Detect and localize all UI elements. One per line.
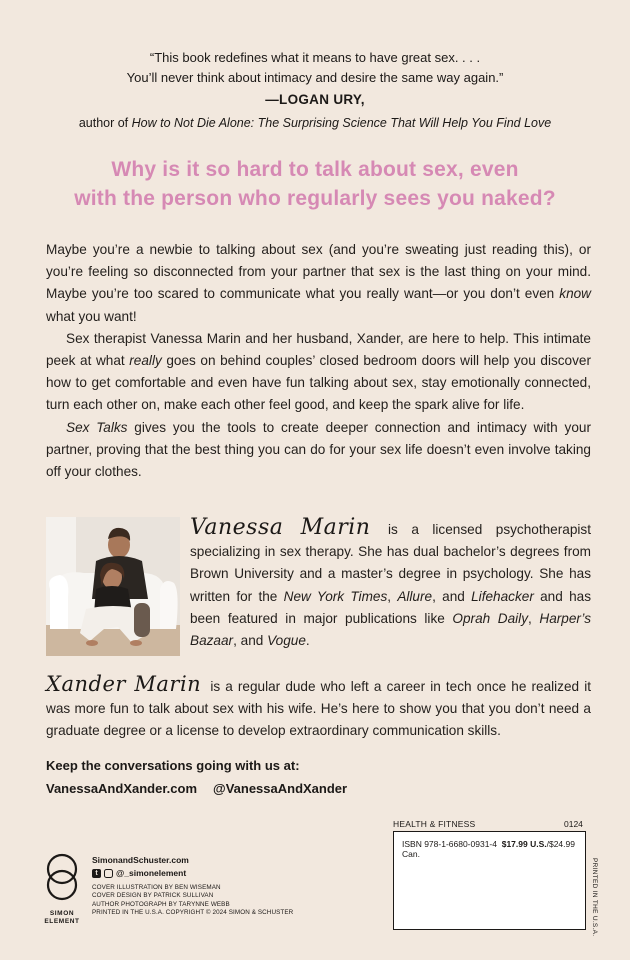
description-paragraph-3 bbox=[46, 417, 591, 484]
headline bbox=[0, 155, 630, 213]
bio-text: , bbox=[528, 610, 540, 626]
publication-name: Oprah Daily bbox=[452, 610, 528, 626]
publication-name: Harper’s Bazaar bbox=[190, 610, 592, 649]
description bbox=[46, 239, 591, 483]
bio-text: , bbox=[387, 588, 398, 604]
publication-name: New York Times bbox=[283, 588, 388, 604]
author-photo bbox=[46, 517, 180, 656]
p1-text: Maybe you’re a newbie to talking about sex (and you’re sweating just reading this), or you’re feeling so disconnected from your partner that sex is the last thing on your mind. Maybe you’re too scared to communicate what you really want—or you don’t even bbox=[46, 242, 591, 302]
credit-line: COVER ILLUSTRATION BY BEN WISEMAN bbox=[92, 884, 221, 891]
affiliation-prefix: author of bbox=[78, 116, 132, 130]
simon-element-logo-icon bbox=[44, 853, 80, 905]
bio-text: , and bbox=[233, 633, 268, 649]
logo-wordmark bbox=[44, 910, 80, 926]
bio-text: and has been featured in major publications like bbox=[190, 588, 592, 626]
affiliation-book-title: How to Not Die Alone: The Surprising Science That Will Help You Find Love bbox=[131, 116, 552, 130]
blurb-line-1: “This book redefines what it means to have great sex. . . . bbox=[149, 50, 481, 65]
p1-emphasis: know bbox=[559, 286, 591, 302]
publisher-url[interactable]: SimonandSchuster.com bbox=[92, 855, 189, 865]
publication-name: Vogue bbox=[267, 633, 306, 649]
isbn-price-line bbox=[402, 839, 585, 859]
credits bbox=[92, 884, 293, 918]
twitter-icon[interactable]: t bbox=[92, 869, 101, 878]
price-us: $17.99 U.S. bbox=[501, 839, 547, 849]
bio-vanessa bbox=[190, 517, 591, 652]
p2-emphasis: really bbox=[129, 353, 162, 369]
vanessa-signature: Vanessa Marin bbox=[190, 515, 371, 540]
description-paragraph-1 bbox=[46, 239, 591, 328]
bio-text: . bbox=[305, 633, 310, 649]
credit-line: AUTHOR PHOTOGRAPH BY TARYNNE WEBB bbox=[92, 900, 230, 908]
p1-text-end: what you want! bbox=[46, 308, 137, 324]
blurb-line-2: You’ll never think about intimacy and desire the same way again.” bbox=[126, 70, 504, 85]
publisher-logo bbox=[44, 853, 80, 923]
credit-line: PRINTED IN THE U.S.A. COPYRIGHT © 2024 SIMON & SCHUSTER bbox=[92, 909, 294, 917]
author-photo-illustration bbox=[46, 517, 180, 656]
credit-line: COVER DESIGN BY PATRICK SULLIVAN bbox=[92, 892, 214, 900]
barcode-code: 0124 bbox=[564, 819, 583, 829]
book-category: HEALTH & FITNESS bbox=[393, 819, 476, 829]
social-handle[interactable]: @VanessaAndXander bbox=[213, 781, 348, 796]
price-can: /$24.99 Can. bbox=[402, 839, 575, 859]
blurb-author: —LOGAN URY, bbox=[265, 92, 365, 107]
p2-text-end: goes on behind couples’ closed bedroom doors will help you discover how to get comfortable and even have fun talking about sex, stay emotionally connected, turn each other on, make each other feel good, and keep the spark alive for life. bbox=[46, 353, 592, 413]
bio-xander bbox=[46, 673, 591, 743]
headline-line-2: with the person who regularly sees you naked? bbox=[74, 187, 556, 210]
headline-line-1: Why is it so hard to talk about sex, even bbox=[111, 158, 519, 181]
contact-heading: Keep the conversations going with us at: bbox=[46, 758, 300, 773]
logo-line-2: ELEMENT bbox=[44, 918, 80, 925]
publication-name: Allure bbox=[397, 588, 433, 604]
bio-text: , and bbox=[432, 588, 472, 604]
p3-book-title: Sex Talks bbox=[66, 419, 128, 435]
p3-text: gives you the tools to create deeper connection and intimacy with your partner, proving that the best thing you can do for your sex life doesn’t even involve taking off your clothes. bbox=[46, 419, 591, 480]
publisher-social bbox=[92, 868, 293, 879]
publisher-social-handle[interactable]: @_simonelement bbox=[116, 868, 187, 878]
barcode-box bbox=[393, 831, 586, 930]
isbn: ISBN 978-1-6680-0931-4 bbox=[402, 839, 497, 849]
description-paragraph-2 bbox=[46, 328, 591, 417]
p2-text: Sex therapist Vanessa Marin and her husband, Xander, are here to help. This intimate peek at what bbox=[46, 330, 591, 369]
bio-text: is a licensed psychotherapist specializing in sex therapy. She has dual bachelor’s degrees from Brown University and a master’s degree in psychology. She has written for the bbox=[190, 522, 591, 604]
website-link[interactable]: VanessaAndXander.com bbox=[46, 781, 198, 796]
blurb-author-affiliation bbox=[0, 113, 630, 133]
instagram-icon[interactable] bbox=[104, 869, 113, 878]
bio-text: is a regular dude who left a career in tech once he realized it was more fun to talk about sex with his wife. He’s here to show you that you don’t need a graduate degree or a license to develop extraordinary communication skills. bbox=[46, 679, 591, 739]
contact-links bbox=[46, 778, 363, 800]
publisher-info bbox=[92, 855, 293, 918]
publication-name: Lifehacker bbox=[471, 588, 534, 604]
printed-in-notice: PRINTED IN THE U.S.A. bbox=[591, 858, 598, 937]
logo-line-1: SIMON bbox=[49, 910, 75, 917]
xander-signature: Xander Marin bbox=[46, 672, 202, 696]
